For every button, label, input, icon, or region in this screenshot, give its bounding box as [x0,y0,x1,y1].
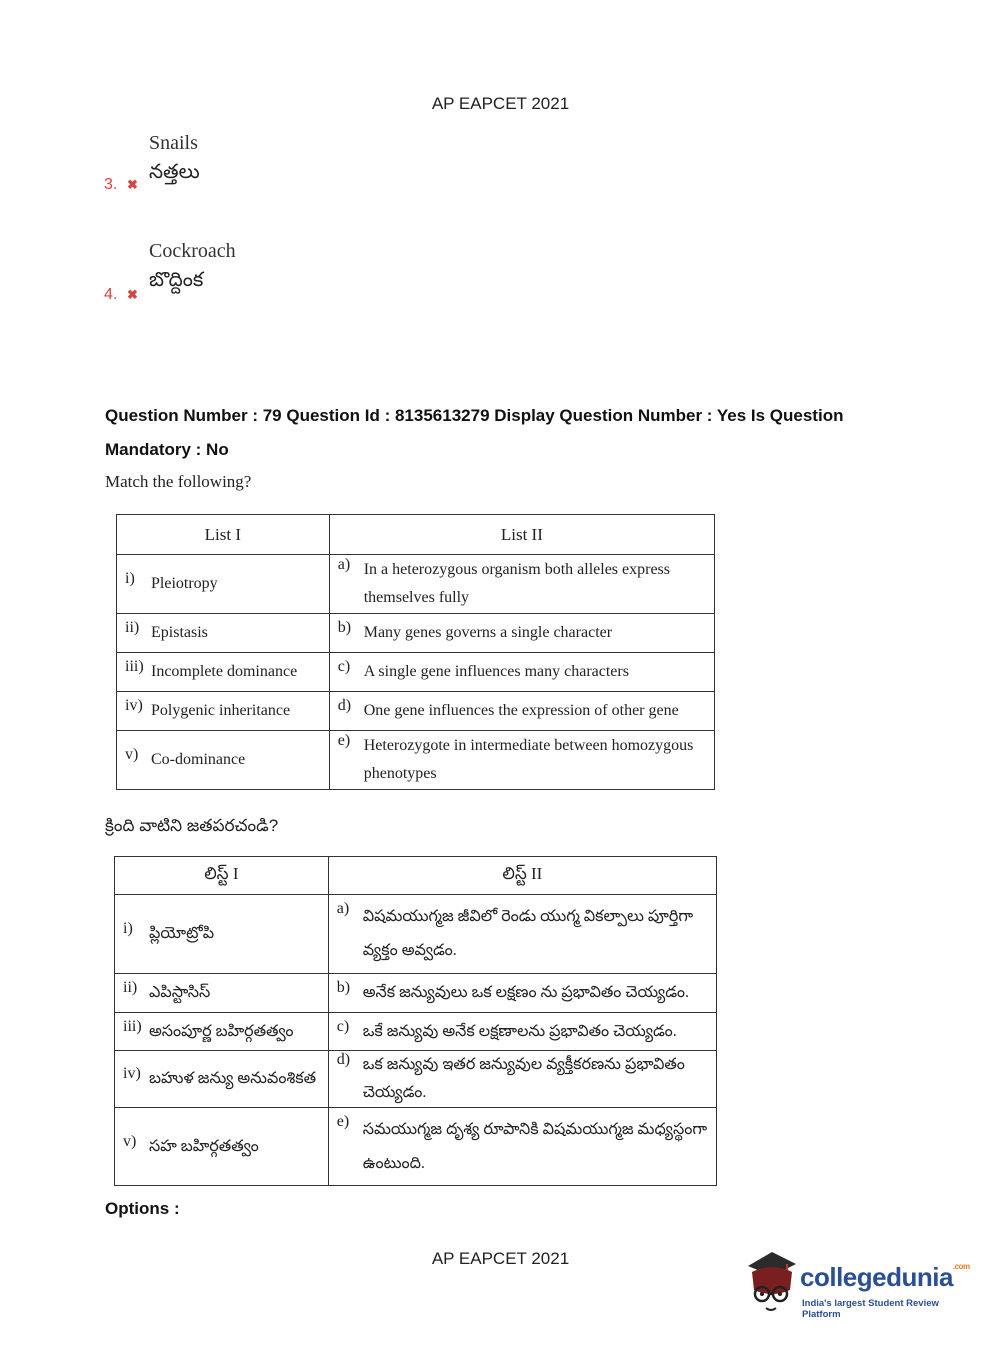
list1-item: బహుళ జన్యు అనువంశికత [149,1070,317,1087]
row-label: b) [337,619,352,636]
option-3-number: 3. [104,176,118,193]
list2-item: One gene influences the expression of other gene [363,702,679,719]
list2-item: A single gene influences many characters [363,663,629,680]
row-label: e) [337,732,351,749]
logo-tagline: India's largest Student Review Platform [802,1298,939,1320]
collegedunia-logo [742,1250,972,1320]
list2-item: Many genes governs a single character [363,624,613,641]
options-label: Options : [105,1199,180,1218]
page-footer: AP EAPCET 2021 [431,1249,570,1268]
option-3-english: Snails [149,132,198,154]
row-label: i) [125,570,135,587]
row-label: b) [336,979,351,996]
list2-item: Heterozygote in intermediate between homozygous phenotypes [363,737,694,782]
match-table-english [116,514,715,790]
list1-item: Epistasis [151,624,208,641]
option-3-telugu: నత్తలు [149,161,200,183]
mascot-icon [742,1250,802,1320]
page-header: AP EAPCET 2021 [431,94,570,113]
option-4-wrong-icon: ✖ [127,287,138,302]
table-row [117,731,715,790]
row-label: c) [336,1017,350,1035]
table-row [115,895,717,974]
question-prompt-english: Match the following? [105,472,252,491]
option-4-telugu: బొద్దింక [149,269,204,291]
row-label: iii) [125,658,144,675]
table-row [117,653,715,692]
question-meta: Question Number : 79 Question Id : 8135613279 Display Question Number : Yes Is Question Mandatory : No [105,406,844,459]
row-label: d) [336,1051,351,1068]
column-header: లిస్ట్ II [328,857,716,895]
table-row [117,692,715,731]
column-header: List II [329,515,714,555]
option-4-english: Cockroach [149,240,236,262]
row-label: a) [337,556,351,573]
list1-item: సహ బహిర్గతత్వం [149,1137,259,1155]
logo-wordmark: collegedunia [800,1262,953,1292]
table-row [115,1108,717,1186]
list2-item: సమయుగ్మజ దృశ్య రూపానికి విషమయుగ్మజ మధ్యస్థంగా ఉంటుంది. [362,1120,708,1172]
option-4-number: 4. [104,286,118,303]
row-label: d) [337,697,352,714]
list2-item: విషమయుగ్మజ జీవిలో రెండు యుగ్మ వికల్పాలు పూర్తిగా వ్యక్తం అవ్వడం. [362,908,694,959]
row-label: ii) [125,619,140,636]
option-3-wrong-icon: ✖ [127,177,138,192]
table-row [117,555,715,614]
match-table-telugu [114,856,717,1186]
row-label: i) [123,920,133,937]
table-row [115,1013,717,1051]
row-label: ii) [123,979,138,996]
column-header: లిస్ట్ I [115,857,329,895]
list2-item: In a heterozygous organism both alleles express themselves fully [363,561,671,606]
table-row [115,974,717,1013]
list2-item: అనేక జన్యువులు ఒక లక్షణం ను ప్రభావితం చెయ్యడం. [362,984,689,1001]
row-label: v) [125,746,139,763]
row-label: iv) [125,697,143,714]
table-header-row [115,857,717,895]
list1-item: ప్లియోట్రోపి [149,925,215,942]
row-label: v) [123,1132,137,1150]
list1-item: ఎపిస్టాసిస్ [149,984,211,1001]
list1-item: Pleiotropy [151,575,218,592]
table-row [117,614,715,653]
list2-item: ఒకే జన్యువు అనేక లక్షణాలను ప్రభావితం చెయ్యడం. [362,1022,677,1040]
list1-item: అసంపూర్ణ బహిర్గతత్వం [149,1022,294,1040]
row-label: c) [337,658,351,675]
table-header-row [117,515,715,555]
list2-item: ఒక జన్యువు ఇతర జన్యువుల వ్యక్తీకరణను ప్రభావితం చెయ్యడం. [362,1056,685,1101]
logo-suffix: .com [952,1262,970,1271]
table-row [115,1051,717,1108]
row-label: e) [336,1112,350,1130]
list1-item: Co-dominance [151,751,246,768]
column-header: List I [117,515,330,555]
row-label: iv) [123,1065,141,1082]
list1-item: Polygenic inheritance [151,702,291,719]
row-label: iii) [123,1017,142,1035]
question-prompt-telugu: క్రింది వాటిని జతపరచండి? [105,816,279,835]
list1-item: Incomplete dominance [151,663,298,680]
row-label: a) [336,900,350,917]
